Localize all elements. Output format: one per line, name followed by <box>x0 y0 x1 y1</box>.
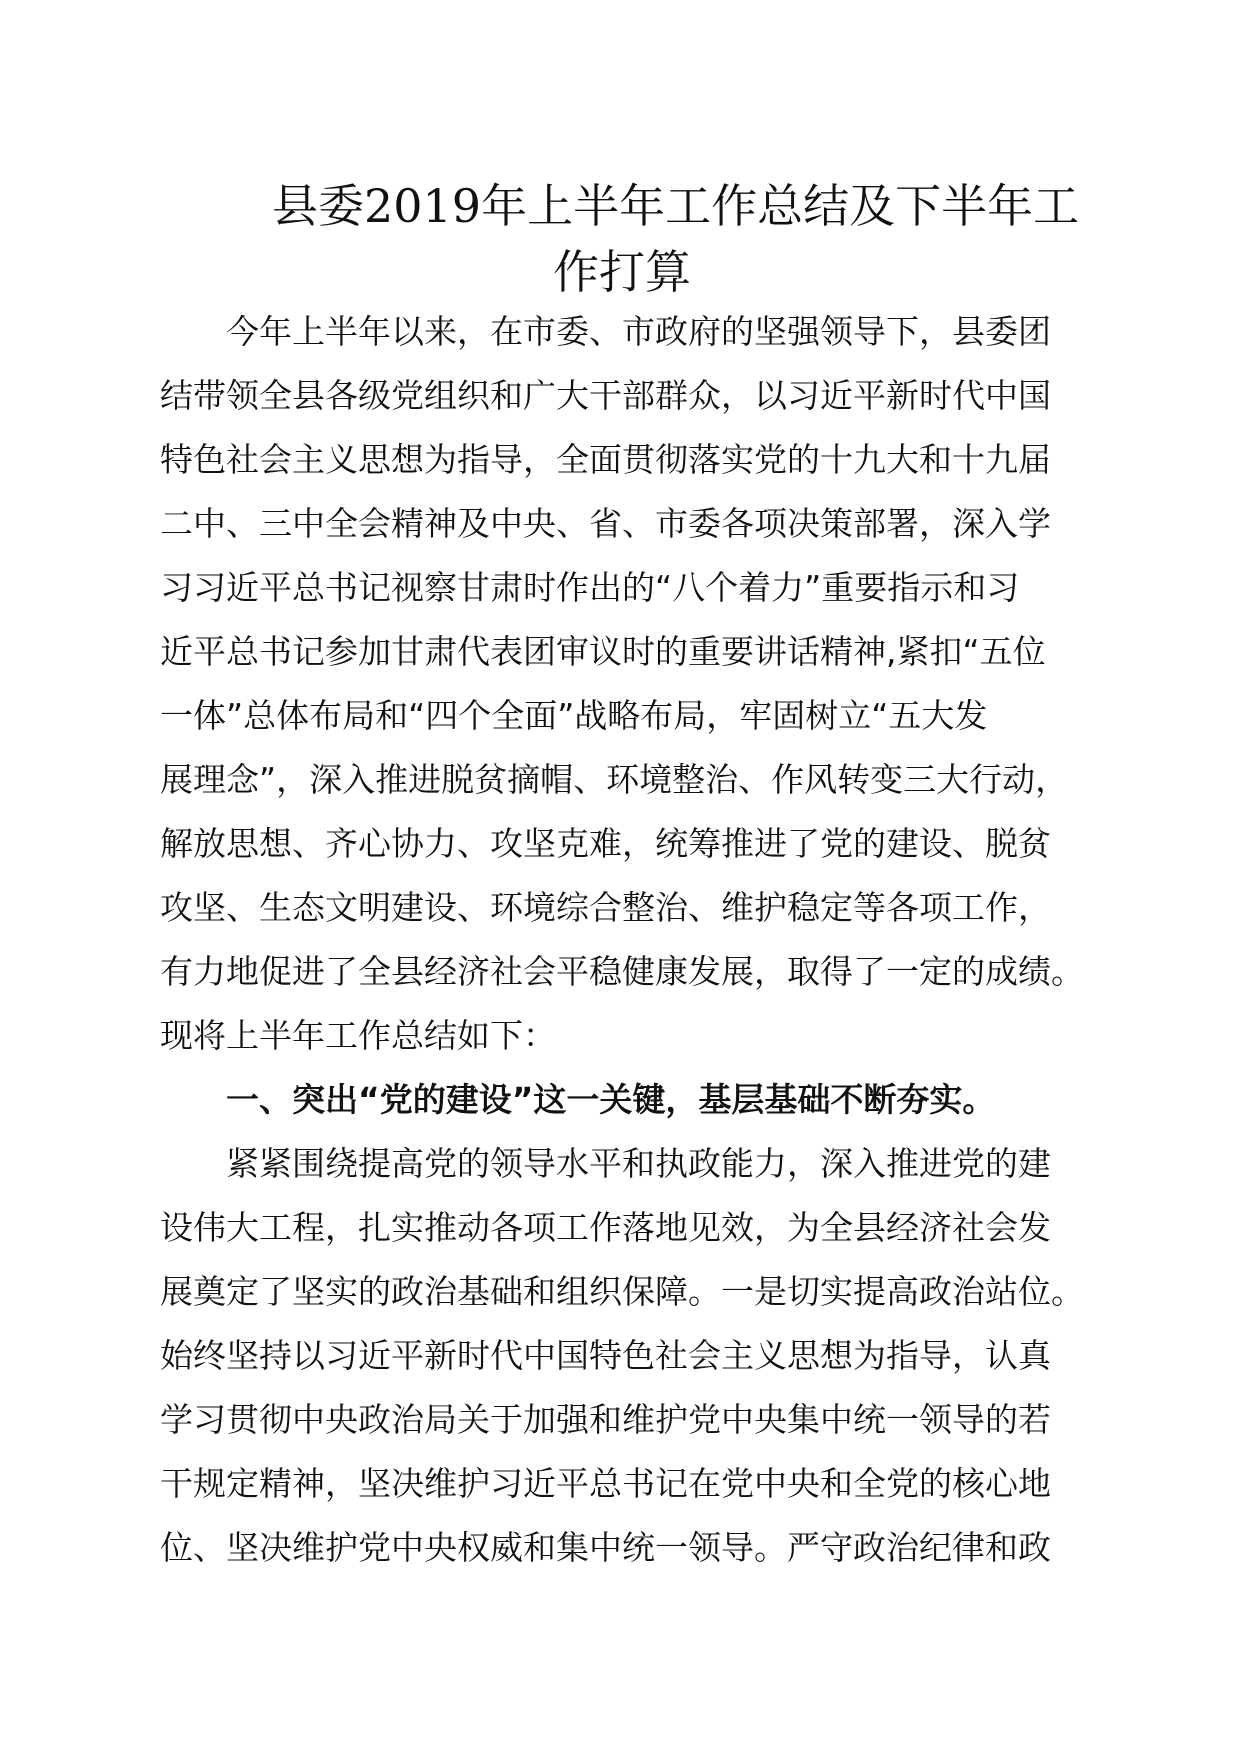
paragraph-line: 紧紧围绕提高党的领导水平和执政能力，深入推进党的建 <box>226 1144 1051 1183</box>
paragraph-line: 设伟大工程，扎实推动各项工作落地见效，为全县经济社会发 <box>160 1208 1051 1247</box>
paragraph-line: 位、坚决维护党中央权威和集中统一领导。严守政治纪律和政 <box>160 1528 1051 1567</box>
paragraph-line: 结带领全县各级党组织和广大干部群众，以习近平新时代中国 <box>160 376 1051 415</box>
paragraph-line: 展奠定了坚实的政治基础和组织保障。一是切实提高政治站位。 <box>160 1272 1084 1311</box>
paragraph-line: 今年上半年以来，在市委、市政府的坚强领导下，县委团 <box>226 312 1051 351</box>
paragraph-line: 展理念”，深入推进脱贫摘帽、环境整治、作风转变三大行动， <box>160 760 1069 799</box>
document-title-line-1: 县委2019年上半年工作总结及下半年工 <box>272 179 1080 233</box>
section-heading: 一、突出“党的建设”这一关键，基层基础不断夯实。 <box>226 1080 996 1119</box>
paragraph-line: 攻坚、生态文明建设、环境综合整治、维护稳定等各项工作， <box>160 888 1051 927</box>
paragraph-line: 二中、三中全会精神及中央、省、市委各项决策部署，深入学 <box>160 504 1051 543</box>
paragraph-line: 一体”总体布局和“四个全面”战略布局，牢固树立“五大发 <box>160 696 988 735</box>
document-body <box>160 300 1120 1580</box>
paragraph-line: 特色社会主义思想为指导，全面贯彻落实党的十九大和十九届 <box>160 440 1051 479</box>
paragraph-line: 现将上半年工作总结如下： <box>160 1016 556 1055</box>
paragraph-line: 近平总书记参加甘肃代表团审议时的重要讲话精神,紧扣“五位 <box>160 632 1046 671</box>
paragraph-line: 始终坚持以习近平新时代中国特色社会主义思想为指导，认真 <box>160 1336 1051 1375</box>
paragraph-line: 学习贯彻中央政治局关于加强和维护党中央集中统一领导的若 <box>160 1400 1051 1439</box>
paragraph-line: 解放思想、齐心协力、攻坚克难，统筹推进了党的建设、脱贫 <box>160 824 1051 863</box>
paragraph-line: 有力地促进了全县经济社会平稳健康发展，取得了一定的成绩。 <box>160 952 1084 991</box>
paragraph-line: 习习近平总书记视察甘肃时作出的“八个着力”重要指示和习 <box>160 568 1020 607</box>
document-title-line-2: 作打算 <box>553 245 691 299</box>
paragraph-line: 干规定精神，坚决维护习近平总书记在党中央和全党的核心地 <box>160 1464 1051 1503</box>
